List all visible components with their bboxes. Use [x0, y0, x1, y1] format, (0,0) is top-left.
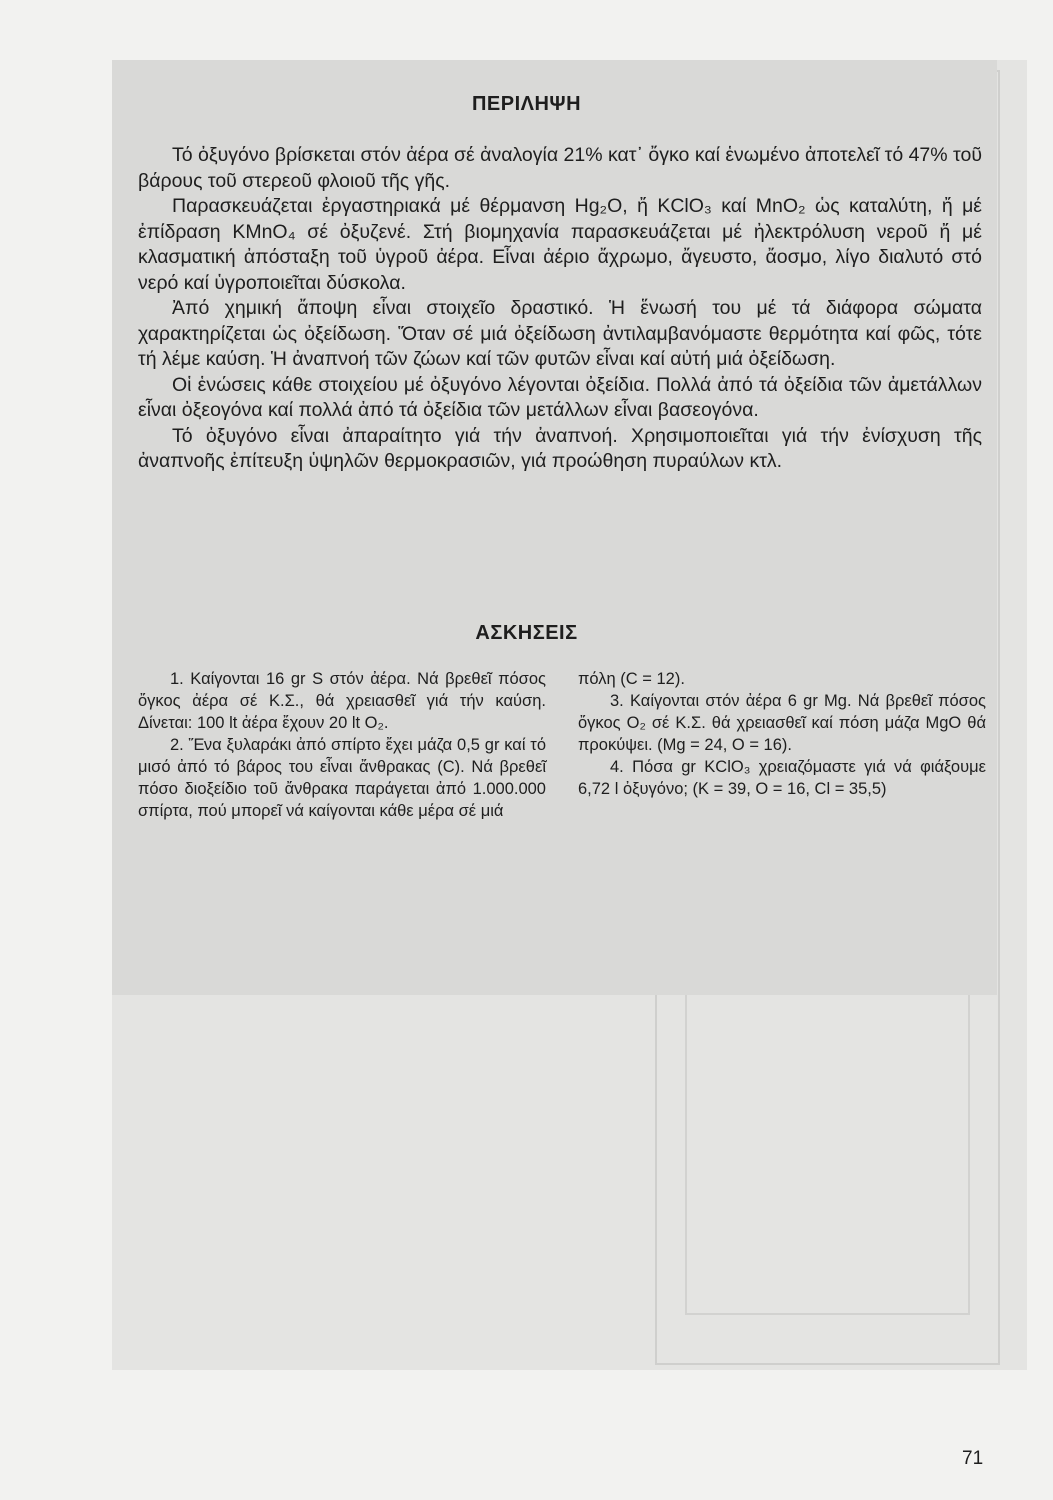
summary-paragraph: Οἱ ἑνώσεις κάθε στοιχείου μέ ὀξυγόνο λέγονται ὀξείδια. Πολλά ἀπό τά ὀξείδια τῶν ἀμετάλλων εἶναι ὀξεογόνα καί πολλά ἀπό τά ὀξείδια τῶν μετάλλων εἶναι βασεογόνα.	[138, 373, 982, 421]
summary-text	[138, 143, 982, 475]
exercise-item: 4. Πόσα gr KClO₃ χρειαζόμαστε γιά νά φιάξουμε 6,72 l ὀξυγόνο; (K = 39, O = 16, Cl = 35,5)	[578, 758, 986, 798]
exercise-item: 1. Καίγονται 16 gr S στόν ἀέρα. Νά βρεθεῖ πόσος ὄγκος ἀέρα σέ Κ.Σ., θά χρειασθεῖ γιά τήν καύση. Δίνεται: 100 lt ἀέρα ἔχουν 20 lt O₂.	[138, 670, 546, 732]
exercises-left-column	[138, 668, 546, 822]
exercises-title: ΑΣΚΗΣΕΙΣ	[475, 622, 578, 644]
exercise-item: 3. Καίγονται στόν ἀέρα 6 gr Mg. Νά βρεθεῖ πόσος ὄγκος O₂ σέ Κ.Σ. θά χρειασθεῖ καί πόση μάζα MgO θά προκύψει. (Mg = 24, O = 16).	[578, 692, 986, 754]
summary-paragraph: Τό ὀξυγόνο βρίσκεται στόν ἀέρα σέ ἀναλογία 21% κατ᾽ ὄγκο καί ἑνωμένο ἀποτελεῖ τό 47% τοῦ βάρους τοῦ στερεοῦ φλοιοῦ τῆς γῆς.	[138, 144, 982, 192]
summary-paragraph: Παρασκευάζεται ἐργαστηριακά μέ θέρμανση Hg₂O, ἤ KClO₃ καί MnO₂ ὡς καταλύτη, ἤ μέ ἐπίδραση KMnO₄ σέ ὀξυζενέ. Στή βιομηχανία παρασκευάζεται μέ ἠλεκτρόλυση νεροῦ ἤ μέ κλασματική ἀπόσταξη τοῦ ὑγροῦ ἀέρα. Εἶναι ἀέριο ἄχρωμο, ἄγευστο, ἄοσμο, λίγο διαλυτό στό νερό καί ὑγροποιεῖται δύσκολα.	[138, 195, 982, 294]
exercises-right-column	[578, 668, 986, 800]
exercise-item: 2. Ἕνα ξυλαράκι ἀπό σπίρτο ἔχει μάζα 0,5 gr καί τό μισό ἀπό τό βάρος του εἶναι ἄνθρακας (C). Νά βρεθεῖ πόσο διοξείδιο τοῦ ἄνθρακα παράγεται ἀπό 1.000.000 σπίρτα, πού μπορεῖ νά καίγονται κάθε μέρα σέ μιά	[138, 736, 546, 820]
summary-paragraph: Ἀπό χημική ἄποψη εἶναι στοιχεῖο δραστικό. Ἡ ἕνωσή του μέ τά διάφορα σώματα χαρακτηρίζεται ὡς ὀξείδωση. Ὅταν σέ μιά ὀξείδωση ἀντιλαμβανόμαστε θερμότητα καί φῶς, τότε τή λέμε καύση. Ἡ ἀναπνοή τῶν ζώων καί τῶν φυτῶν εἶναι καί αὐτή μιά ὀξείδωση.	[138, 297, 982, 370]
summary-title: ΠΕΡΙΛΗΨΗ	[471, 93, 582, 115]
exercise-continuation: πόλη (C = 12).	[578, 670, 685, 688]
summary-paragraph: Τό ὀξυγόνο εἶναι ἀπαραίτητο γιά τήν ἀναπνοή. Χρησιμοποιεῖται γιά τήν ἐνίσχυση τῆς ἀναπνοῆς ἐπίτευξη ὑψηλῶν θερμοκρασιῶν, γιά προώθηση πυραύλων κτλ.	[138, 424, 982, 472]
page-number: 71	[962, 1448, 984, 1469]
